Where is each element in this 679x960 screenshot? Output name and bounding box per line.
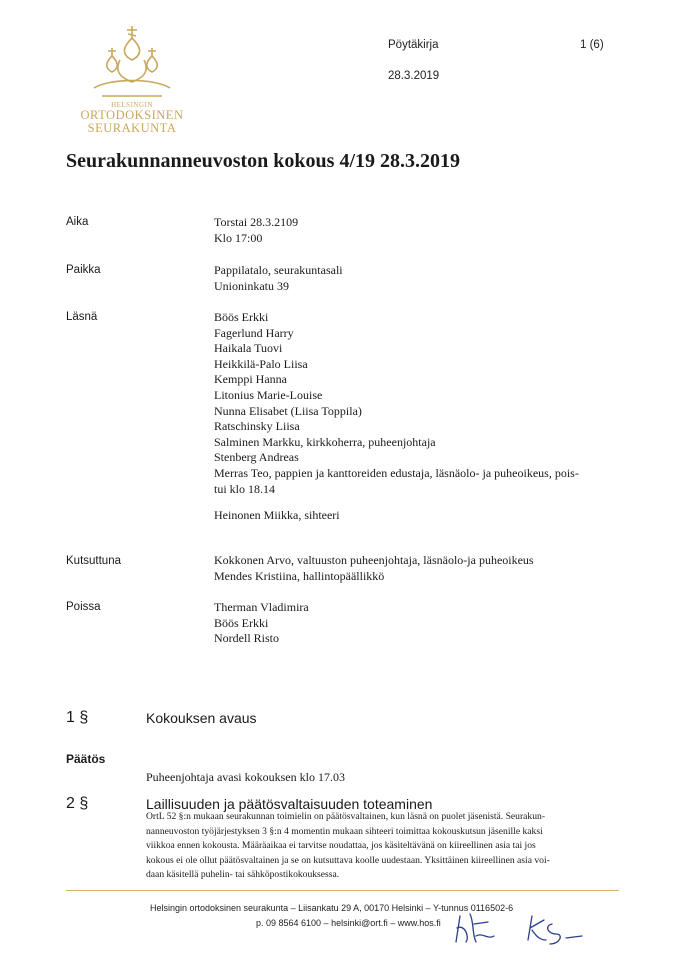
paikka-address: Unioninkatu 39	[214, 278, 289, 293]
invited-person: Kokkonen Arvo, valtuuston puheenjohtaja, läsnäolo-ja puheoikeus	[214, 553, 534, 567]
attendee: Salminen Markku, kirkkoherra, puheenjohtaja	[214, 434, 436, 449]
attendee: Nunna Elisabet (Liisa Toppila)	[214, 403, 362, 418]
section-1-number: 1 §	[66, 709, 89, 726]
meeting-title: Seurakunnanneuvoston kokous 4/19 28.3.2019	[66, 150, 461, 172]
attendee: Böös Erkki	[214, 310, 269, 324]
attendee: Stenberg Andreas	[214, 450, 299, 465]
section-1-heading: Kokouksen avaus	[146, 710, 257, 726]
logo-line-1: HELSINGIN	[111, 101, 153, 109]
legal-line: kokous ei ole ollut päätösvaltainen ja se on kutsuttava koolle uudestaan. Yksittäinen kiireellinen asia voi-	[146, 854, 550, 866]
absent-person: Nordell Risto	[214, 631, 279, 646]
signature-initials-2	[528, 916, 582, 944]
label-aika: Aika	[66, 216, 89, 228]
label-poissa: Poissa	[66, 601, 101, 613]
invited-list	[214, 553, 634, 584]
document-type: Pöytäkirja	[388, 39, 439, 51]
logo-line-3: SEURAKUNTA	[87, 120, 177, 135]
signature-initials-1	[456, 914, 494, 942]
attendee-list	[214, 310, 634, 497]
footer-address: Helsingin ortodoksinen seurakunta – Liisankatu 29 A, 00170 Helsinki – Y-tunnus 0116502-6	[150, 903, 514, 913]
absent-person: Therman Vladimira	[214, 600, 309, 614]
footer-divider	[66, 890, 619, 891]
aika-day: Torstai 28.3.2109	[214, 215, 299, 229]
attendee: Haikala Tuovi	[214, 341, 283, 356]
attendee: Merras Teo, pappien ja kanttoreiden edustaja, läsnäolo- ja puheoikeus, pois-	[214, 465, 579, 480]
attendee: Heikkilä-Palo Liisa	[214, 356, 308, 371]
legal-line: viikkoa ennen kokousta. Määräaikaa ei tarvitse noudattaa, jos käsiteltävänä on kiireellinen asia tai jos	[146, 840, 536, 852]
attendee: Litonius Marie-Louise	[214, 387, 323, 402]
church-domes-icon	[80, 24, 184, 102]
logo-line-2: ORTODOKSINEN	[80, 108, 184, 122]
invited-person: Mendes Kristiina, hallintopäällikkö	[214, 568, 385, 583]
decision-label: Päätös	[66, 752, 106, 766]
absent-list	[214, 600, 634, 647]
paikka-place: Pappilatalo, seurakuntasali	[214, 263, 343, 277]
absent-person: Böös Erkki	[214, 615, 269, 630]
legal-line: nanneuvoston työjärjestyksen 3 §:n 4 momentin mukaan sihteeri toimittaa kokouskutsun jäsenille kaksi	[146, 825, 543, 837]
attendee: Kemppi Hanna	[214, 372, 287, 387]
legal-line: daan käsitellä puhelin- tai sähköpostikokouksessa.	[146, 869, 340, 881]
secretary: Heinonen Miikka, sihteeri	[214, 508, 340, 522]
value-paikka	[214, 263, 634, 294]
label-lasna: Läsnä	[66, 311, 98, 323]
legal-line: OrtL 52 §:n mukaan seurakunnan toimielin on päätösvaltainen, kun läsnä on puolet jäsenistä. Seurakun-	[146, 811, 546, 822]
document-date: 28.3.2019	[388, 70, 440, 82]
label-paikka: Paikka	[66, 264, 101, 276]
decision-text: Puheenjohtaja avasi kokouksen klo 17.03	[146, 770, 345, 784]
section-2-number: 2 §	[66, 795, 89, 812]
attendee: Ratschinsky Liisa	[214, 419, 300, 434]
page-number: 1 (6)	[580, 39, 604, 51]
footer-contact: p. 09 8564 6100 – helsinki@ort.fi – www.hos.fi	[256, 918, 441, 928]
legal-basis-text	[146, 810, 616, 883]
attendee: tui klo 18.14	[214, 481, 276, 496]
value-aika	[214, 215, 634, 246]
aika-time: Klo 17:00	[214, 230, 263, 245]
label-kutsuttuna: Kutsuttuna	[66, 555, 121, 567]
parish-logo	[80, 24, 184, 136]
handwritten-signatures	[448, 906, 588, 950]
section-2-heading: Laillisuuden ja päätösvaltaisuuden toteaminen	[146, 796, 433, 812]
attendee: Fagerlund Harry	[214, 325, 294, 340]
